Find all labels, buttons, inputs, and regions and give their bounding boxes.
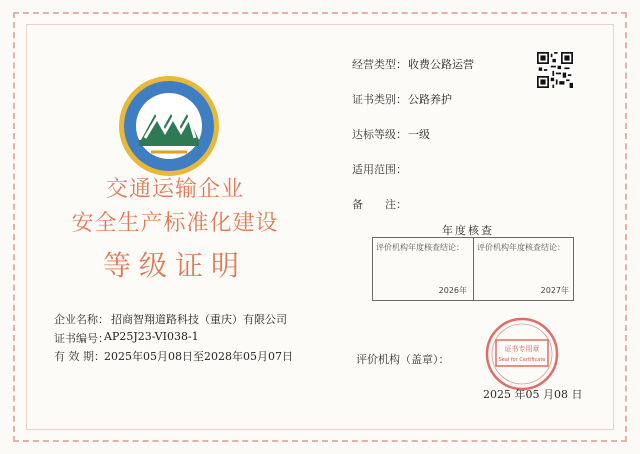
cert-category-value: 公路养护 bbox=[408, 93, 452, 106]
inspection-cell-2026 bbox=[373, 238, 474, 300]
inspection-cell-2027 bbox=[474, 238, 575, 300]
company-name-value: 招商智翔道路科技（重庆）有限公司 bbox=[111, 313, 287, 326]
grade-value: 一级 bbox=[408, 128, 430, 141]
stamp-text-cn: 证书专用章 bbox=[504, 345, 540, 353]
qr-code bbox=[537, 52, 573, 88]
company-name-label: 企业名称： bbox=[54, 313, 109, 326]
validity-label: 有 效 期： bbox=[54, 350, 105, 363]
grade-label: 达标等级： bbox=[352, 128, 407, 141]
business-type-label: 经营类型： bbox=[352, 58, 407, 71]
emblem-logo bbox=[117, 74, 221, 178]
official-stamp bbox=[484, 316, 560, 392]
inspection-cell-header: 评价机构年度核查结论： bbox=[376, 243, 464, 252]
inspection-cell-header: 评价机构年度核查结论： bbox=[477, 243, 565, 252]
certificate-title-line1: 交通运输企业 bbox=[105, 177, 244, 202]
validity-value: 2025年05月08日至2028年05月07日 bbox=[104, 350, 293, 363]
certificate-title-line2: 安全生产标准化建设 bbox=[71, 211, 279, 236]
annual-inspection-title: 年度核查 bbox=[442, 224, 494, 237]
evaluator-label: 评价机构（盖章）： bbox=[356, 353, 450, 366]
cert-category-label: 证书类别： bbox=[352, 93, 407, 106]
certificate-title-line3: 等级证明 bbox=[102, 249, 247, 282]
cert-number-label: 证书编号： bbox=[54, 332, 109, 345]
cert-number-value: AP25J23-VI038-1 bbox=[104, 330, 199, 343]
inspection-cell-year: 2027年 bbox=[540, 286, 569, 295]
scope-label: 适用范围： bbox=[352, 163, 407, 176]
remarks-label: 备 注： bbox=[352, 198, 407, 211]
issue-date: 2025 年05 月08 日 bbox=[483, 388, 583, 401]
annual-inspection-table bbox=[372, 237, 574, 301]
business-type-value: 收费公路运营 bbox=[408, 58, 474, 71]
stamp-text-en: Seal for Certificate bbox=[498, 357, 546, 363]
inspection-cell-year: 2026年 bbox=[438, 286, 467, 295]
